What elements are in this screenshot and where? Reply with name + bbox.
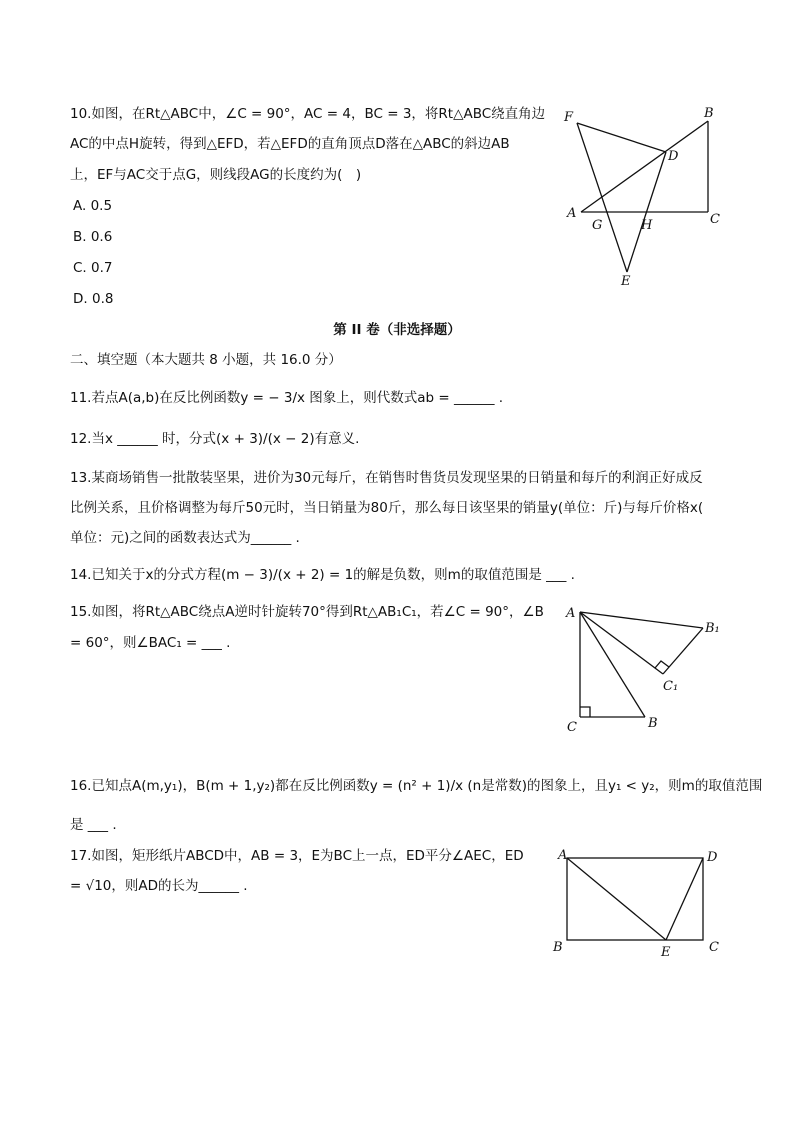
q15-label-b: B: [648, 716, 658, 731]
q10-label-d: D: [668, 149, 679, 164]
q10-option-d: D. 0.8: [73, 291, 114, 307]
q15-label-c1: C₁: [663, 679, 679, 694]
q17-label-e: E: [661, 945, 671, 960]
q14-text: 14.已知关于x的分式方程(m − 3)/(x + 2) = 1的解是负数，则m的取值范围是 ___ .: [70, 567, 575, 583]
q17-label-c: C: [709, 940, 719, 955]
q12-text: 12.当x ______ 时，分式(x + 3)/(x − 2)有意义.: [70, 431, 360, 447]
q13-line-1: 13.某商场销售一批散装坚果，进价为30元每斤，在销售时售货员发现坚果的日销量和每斤的利润正好成反: [70, 470, 703, 486]
q10-option-a: A. 0.5: [73, 198, 113, 214]
q17-segment-ae: [567, 858, 666, 940]
q10-line-1: 10.如图，在Rt△ABC中，∠C = 90°，AC = 4，BC = 3，将Rt△ABC绕直角边: [70, 106, 546, 122]
q15-label-a: A: [566, 606, 576, 621]
q15-line-2: = 60°，则∠BAC₁ = ___ .: [70, 635, 231, 651]
q15-label-b1: B₁: [705, 621, 720, 636]
q17-label-d: D: [707, 850, 718, 865]
q10-line-2: AC的中点H旋转，得到△EFD，若△EFD的直角顶点D落在△ABC的斜边AB: [70, 136, 510, 152]
q16-line-1: 16.已知点A(m,y₁)，B(m + 1,y₂)都在反比例函数y = (n² + 1)/x (n是常数)的图象上，且y₁ < y₂，则m的取值范围: [70, 778, 763, 794]
q17-line-2: = √10，则AD的长为______ .: [70, 878, 248, 894]
q10-option-c: C. 0.7: [73, 260, 113, 276]
q17-rectangle-abcd: [567, 858, 703, 940]
q13-line-2: 比例关系，且价格调整为每斤50元时，当日销量为80斤，那么每日该坚果的销量y(单位：斤)与每斤价格x(: [70, 500, 704, 516]
q10-line-3: 上，EF与AC交于点G，则线段AG的长度约为( ): [70, 167, 362, 183]
q15-label-c: C: [567, 720, 577, 735]
q11-text: 11.若点A(a,b)在反比例函数y = − 3/x 图象上，则代数式ab = ______ .: [70, 390, 504, 406]
q17-line-1: 17.如图，矩形纸片ABCD中，AB = 3，E为BC上一点，ED平分∠AEC，ED: [70, 848, 524, 864]
q13-line-3: 单位：元)之间的函数表达式为______ .: [70, 530, 300, 546]
section-heading: 二、填空题（本大题共 8 小题，共 16.0 分）: [70, 352, 342, 368]
q10-label-c: C: [710, 212, 720, 227]
q17-segment-ed: [666, 858, 703, 940]
q17-label-b: B: [553, 940, 563, 955]
q17-label-a: A: [558, 848, 568, 863]
q15-line-1: 15.如图，将Rt△ABC绕点A逆时针旋转70°得到Rt△AB₁C₁，若∠C = 90°，∠B: [70, 604, 544, 620]
q10-label-f: F: [564, 110, 574, 125]
q10-label-h: H: [641, 218, 653, 233]
q10-label-a: A: [567, 206, 577, 221]
q10-label-e: E: [621, 274, 631, 289]
q16-line-2: 是 ___ .: [70, 817, 117, 833]
q10-label-b: B: [704, 106, 714, 121]
section-title: 第 II 卷（非选择题）: [333, 322, 461, 338]
q10-option-b: B. 0.6: [73, 229, 113, 245]
q10-label-g: G: [592, 218, 603, 233]
